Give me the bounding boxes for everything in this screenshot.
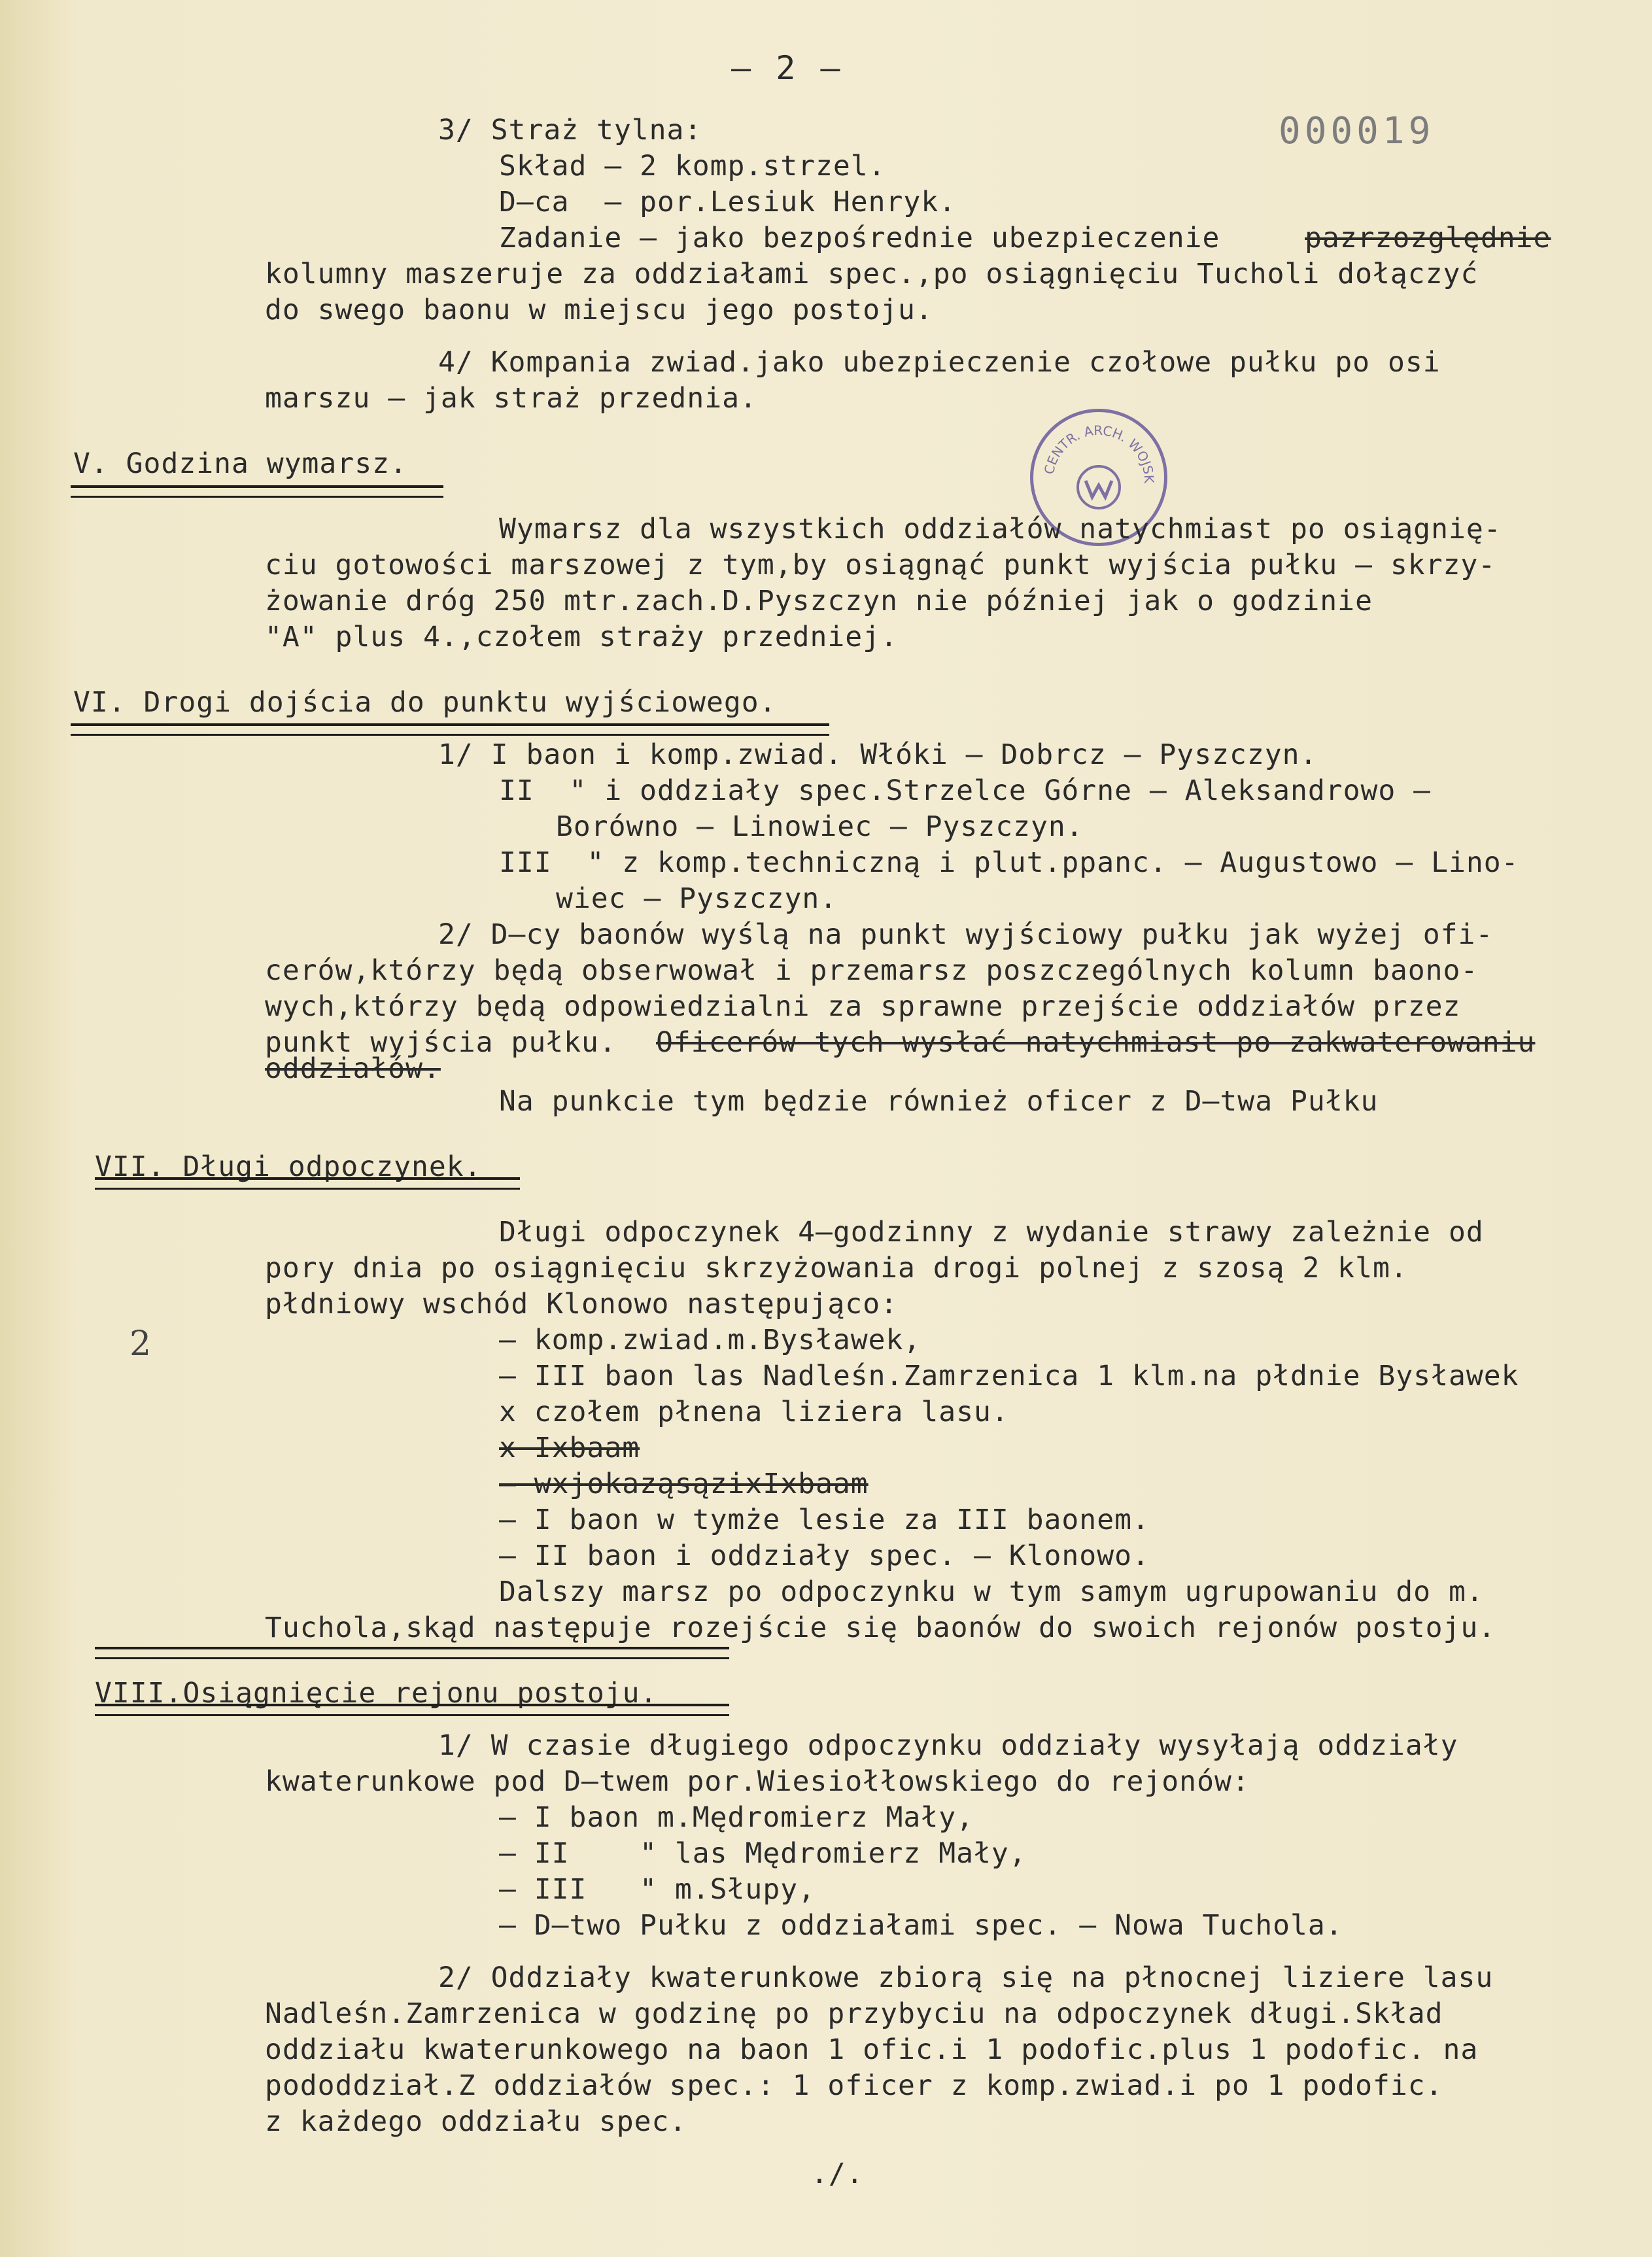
text-line: Nadleśn.Zamrzenica w godzinę po przybyciu na odpoczynek długi.Skład xyxy=(265,1997,1443,2030)
text-line: II " i oddziały spec.Strzelce Górne – Aleksandrowo – xyxy=(499,774,1432,807)
text-line: 2/ Oddziały kwaterunkowe zbiorą się na płnocnej liziere lasu xyxy=(438,1961,1494,1994)
text-line: – III baon las Nadleśn.Zamrzenica 1 klm.na płdnie Bysławek xyxy=(499,1360,1519,1392)
text-line: ./. xyxy=(811,2158,864,2190)
text-line: płdniowy wschód Klonowo następująco: xyxy=(265,1288,898,1320)
text-line: ciu gotowości marszowej z tym,by osiągnąć punkt wyjścia pułku – skrzy- xyxy=(265,549,1496,581)
underline-section-vii xyxy=(95,1177,520,1190)
text-line: kwaterunkowe pod D–twem por.Wiesiołłowskiego do rejonów: xyxy=(265,1765,1250,1798)
text-line: – II " las Mędromierz Mały, xyxy=(499,1837,1027,1870)
marginal-note: 2 xyxy=(129,1324,152,1364)
text-line: – D–two Pułku z oddziałami spec. – Nowa Tuchola. xyxy=(499,1909,1343,1942)
text-line: – III " m.Słupy, xyxy=(499,1873,816,1906)
underline-section-v xyxy=(71,485,443,498)
svg-text:CENTR. ARCH. WOJSK. xyxy=(1033,412,1157,484)
text-line: 1/ W czasie długiego odpoczynku oddziały wysyłają oddziały xyxy=(438,1729,1458,1762)
text-line: oddziału kwaterunkowego na baon 1 ofic.i 1 podofic.plus 1 podofic. na xyxy=(265,2033,1479,2066)
text-line: – I baon m.Mędromierz Mały, xyxy=(499,1801,974,1834)
text-line: – II baon i oddziały spec. – Klonowo. xyxy=(499,1540,1150,1572)
text-line: – I baon w tymże lesie za III baonem. xyxy=(499,1504,1150,1536)
text-line: pododdział.Z oddziałów spec.: 1 oficer z komp.zwiad.i po 1 podofic. xyxy=(265,2069,1443,2102)
text-line: wych,którzy będą odpowiedzialni za sprawne przejście oddziałów przez xyxy=(265,990,1461,1023)
text-line: żowanie dróg 250 mtr.zach.D.Pyszczyn nie później jak o godzinie xyxy=(265,585,1373,617)
text-line: Skład – 2 komp.strzel. xyxy=(499,150,886,182)
text-line: Dalszy marsz po odpoczynku w tym samym ugrupowaniu do m. xyxy=(499,1576,1484,1608)
text-line: 2/ D–cy baonów wyślą na punkt wyjściowy pułku jak wyżej ofi- xyxy=(438,918,1494,951)
text-line: x czołem płnena liziera lasu. xyxy=(499,1396,1009,1428)
text-line: "A" plus 4.,czołem straży przedniej. xyxy=(265,621,898,653)
underline-section-viii xyxy=(95,1647,729,1659)
text-line: 4/ Kompania zwiad.jako ubezpieczenie czołowe pułku po osi xyxy=(438,346,1441,379)
text-line: Wymarsz dla wszystkich oddziałów natychmiast po osiągnię- xyxy=(499,513,1502,545)
text-line: 3/ Straż tylna: xyxy=(438,114,702,146)
text-line: do swego baonu w miejscu jego postoju. xyxy=(265,294,933,326)
text-line: kolumny maszeruje za oddziałami spec.,po osiągnięciu Tucholi dołączyć xyxy=(265,258,1479,290)
text-line: z każdego oddziału spec. xyxy=(265,2105,687,2138)
text-line: Na punkcie tym będzie również oficer z D–twa Pułku xyxy=(499,1085,1379,1118)
text-line: V. Godzina wymarsz. xyxy=(73,447,407,480)
text-line: x Ixbaam xyxy=(499,1432,640,1464)
text-line: VI. Drogi dojścia do punktu wyjściowego. xyxy=(73,686,777,719)
text-line: pazrzozględnie xyxy=(1305,222,1551,254)
text-line: III " z komp.techniczną i plut.ppanc. – Augustowo – Lino- xyxy=(499,846,1519,879)
text-line: punkt wyjścia pułku. xyxy=(265,1026,617,1059)
text-line: 1/ I baon i komp.zwiad. Włóki – Dobrcz – Pyszczyn. xyxy=(438,738,1318,771)
text-line: Zadanie – jako bezpośrednie ubezpieczenie xyxy=(499,222,1220,254)
underline-section-vi xyxy=(71,723,829,736)
text-line: VII. Długi odpoczynek. xyxy=(95,1150,482,1183)
text-line: Tuchola,skąd następuje rozejście się baonów do swoich rejonów postoju. xyxy=(265,1611,1496,1644)
text-line: – komp.zwiad.m.Bysławek, xyxy=(499,1324,921,1356)
text-line: cerów,którzy będą obserwował i przemarsz poszczególnych kolumn baono- xyxy=(265,954,1479,987)
text-line: oddziałów. xyxy=(265,1052,441,1085)
text-line: VIII.Osiągnięcie rejonu postoju. xyxy=(95,1677,658,1710)
text-line: wiec – Pyszczyn. xyxy=(556,882,838,915)
text-line: Borówno – Linowiec – Pyszczyn. xyxy=(556,810,1084,843)
text-line: pory dnia po osiągnięciu skrzyżowania drogi polnej z szosą 2 klm. xyxy=(265,1252,1408,1284)
archive-number: 000019 xyxy=(1279,110,1435,152)
text-line: Oficerów tych wysłać natychmiast po zakwaterowaniu xyxy=(656,1026,1536,1059)
text-line: – wxjokaząsązixIxbaam xyxy=(499,1468,869,1500)
text-line: marszu – jak straż przednia. xyxy=(265,382,757,415)
text-line: Długi odpoczynek 4–godzinny z wydanie strawy zależnie od xyxy=(499,1216,1484,1249)
text-line: D–ca – por.Lesiuk Henryk. xyxy=(499,186,957,218)
page-number: – 2 – xyxy=(731,49,843,87)
stamp-text: CENTR. ARCH. WOJSK xyxy=(1041,422,1158,484)
underline-section-viii-b xyxy=(95,1704,729,1716)
